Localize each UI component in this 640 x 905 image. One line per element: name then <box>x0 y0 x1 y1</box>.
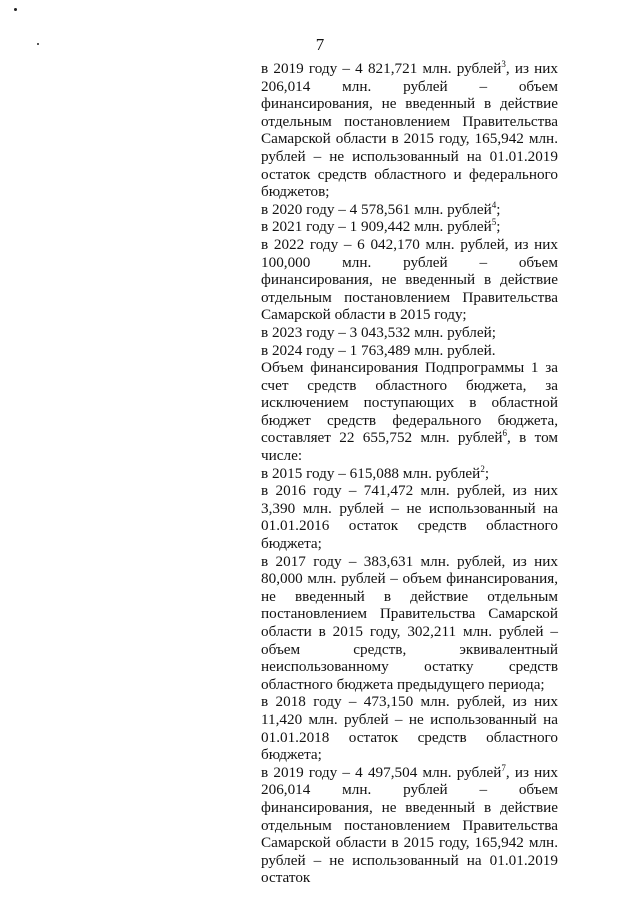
paragraph-2019-total <box>261 60 558 201</box>
paragraph-regional-budget-summary <box>261 359 558 465</box>
paragraph-tail: ; <box>496 200 501 218</box>
paragraph-text: в 2021 году – 1 909,442 млн. рублей <box>261 218 492 236</box>
paragraph-2024-total <box>261 342 558 360</box>
paragraph-text: в 2024 году – 1 763,489 млн. рублей. <box>261 341 496 359</box>
scan-speck <box>37 43 39 45</box>
paragraph-tail: ; <box>484 464 490 482</box>
paragraph-text: в 2019 году – 4 821,721 млн. рублей <box>261 60 502 77</box>
paragraph-2017-regional <box>261 553 558 694</box>
scan-speck <box>14 8 17 11</box>
paragraph-text: в 2022 году – 6 042,170 млн. рублей, из них 100,000 млн. рублей – объем финансирования, не введенный в действие отдельным постановлением Правительства Самарской области в 2015 году; <box>261 235 558 324</box>
paragraph-text: Объем финансирования Подпрограммы 1 за счет средств областного бюджета, за исключением поступающих в областной бюджет средств федерального бюджета, составляет 22 655,752 млн. рублей <box>261 359 558 447</box>
paragraph-tail: , в том числе: <box>261 429 558 465</box>
paragraph-text: в 2015 году – 615,088 млн. рублей <box>261 464 481 482</box>
paragraph-text: в 2016 году – 741,472 млн. рублей, из них 3,390 млн. рублей – не использованный на 01.01.2016 остаток средств областного бюджета; <box>261 482 558 553</box>
footnote-ref: 6 <box>502 428 507 439</box>
paragraph-2019-regional <box>261 764 558 887</box>
paragraph-2022-total <box>261 236 558 324</box>
paragraph-text: в 2019 году – 4 497,504 млн. рублей <box>261 763 502 781</box>
paragraph-text: в 2023 году – 3 043,532 млн. рублей; <box>261 323 496 341</box>
paragraph-2018-regional <box>261 693 558 763</box>
document-body <box>261 60 558 887</box>
paragraph-tail: , из них 206,014 млн. рублей – объем финансирования, не введенный в действие отдельным постановлением Правительства Самарской области в 2015 году, 165,942 млн. рублей – не использованный на 01.01.2019 остаток <box>261 763 558 887</box>
paragraph-2016-regional <box>261 482 558 552</box>
paragraph-tail: , из них 206,014 млн. рублей – объем финансирования, не введенный в действие отдельным постановлением Правительства Самарской области в 2015 году, 165,942 млн. рублей – не использованный на 01.01.2019 остаток средств областного и федерального бюджетов; <box>261 60 558 201</box>
paragraph-2023-total <box>261 324 558 342</box>
paragraph-2021-total <box>261 218 558 236</box>
paragraph-tail: ; <box>496 218 501 236</box>
footnote-ref: 3 <box>501 58 506 69</box>
page-number: 7 <box>315 35 325 54</box>
paragraph-text: в 2018 году – 473,150 млн. рублей, из них 11,420 млн. рублей – не использованный на 01.01.2018 остаток средств областного бюджета; <box>261 693 558 764</box>
paragraph-2015-regional <box>261 465 558 483</box>
footnote-ref: 7 <box>501 762 506 773</box>
paragraph-text: в 2020 году – 4 578,561 млн. рублей <box>261 200 492 218</box>
paragraph-text: в 2017 году – 383,631 млн. рублей, из них 80,000 млн. рублей – объем финансирования, не введенный в действие отдельным постановлением Правительства Самарской области в 2015 году, 302,211 млн. рублей – объем средств, эквивалентный неиспользованному остатку средств областного бюджета предыдущего периода; <box>261 552 558 693</box>
footnote-ref: 5 <box>491 217 497 228</box>
footnote-ref: 4 <box>491 199 497 210</box>
paragraph-2020-total <box>261 201 558 219</box>
footnote-ref: 2 <box>480 463 485 474</box>
